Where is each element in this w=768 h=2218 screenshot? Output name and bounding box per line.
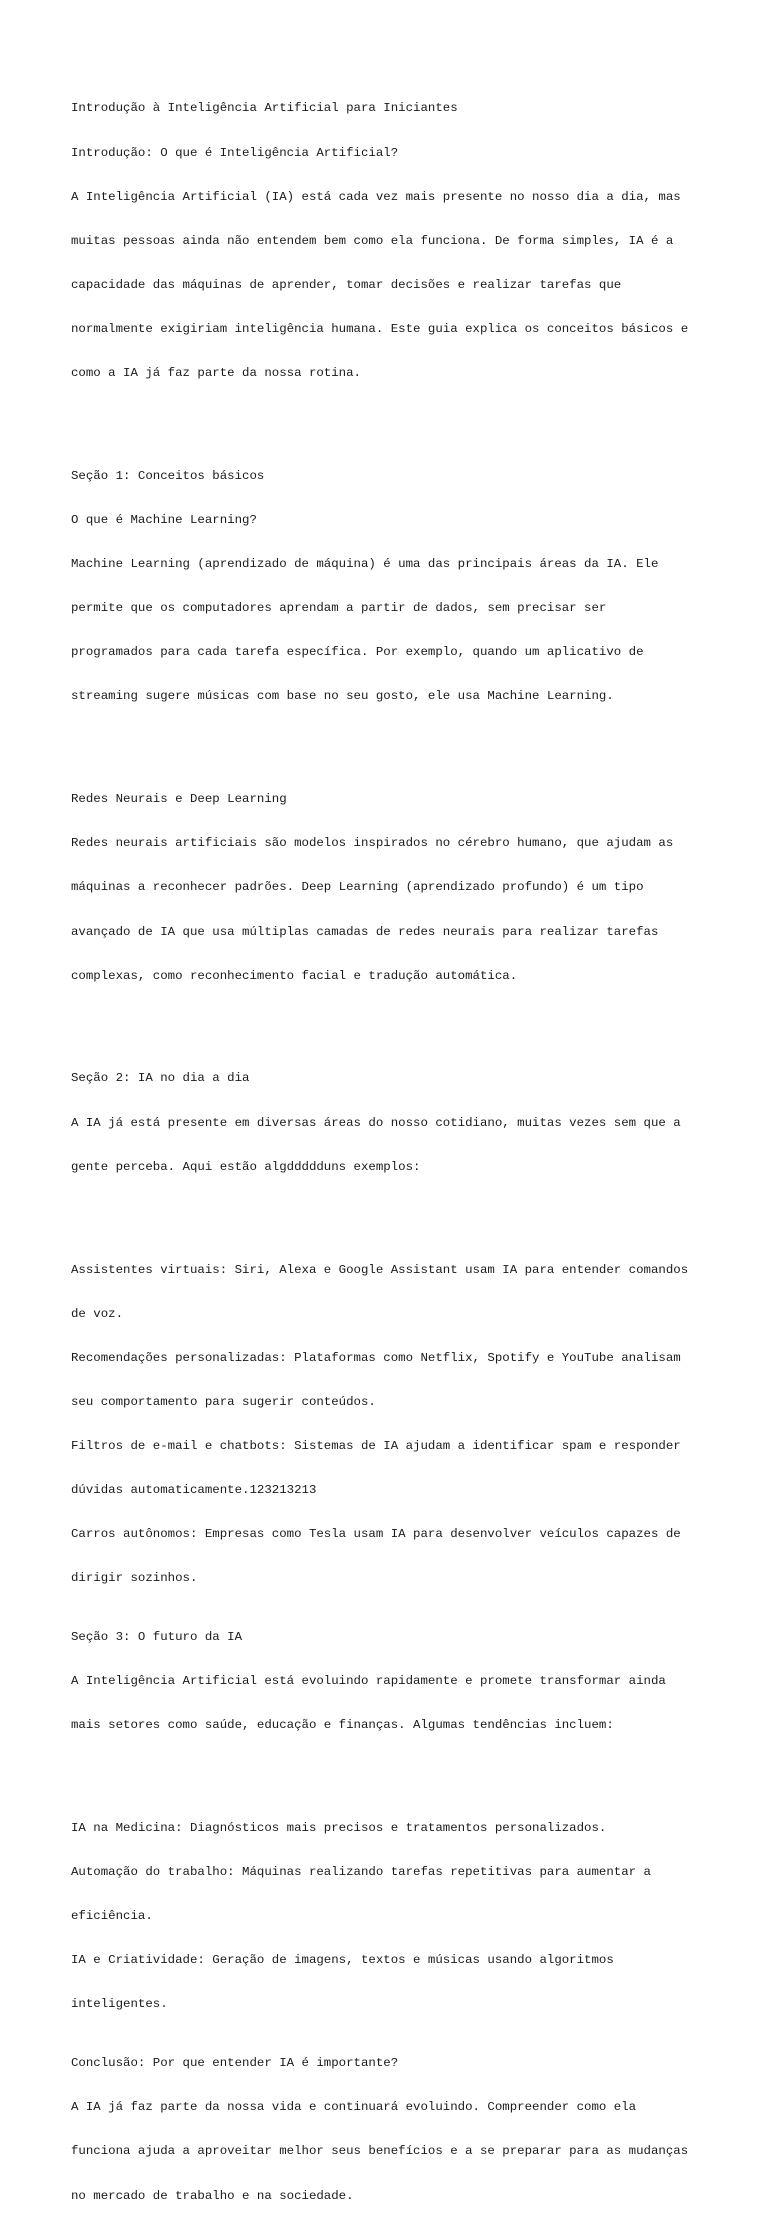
- conclusion-line: A IA já faz parte da nossa vida e continuará evoluindo. Compreender como ela: [71, 2100, 637, 2115]
- spacer: [71, 1204, 711, 1219]
- section3-intro-line: A Inteligência Artificial está evoluindo rapidamente e promete transformar ainda: [71, 1674, 666, 1689]
- dl-line: máquinas a reconhecer padrões. Deep Learning (aprendizado profundo) é um tipo: [71, 880, 644, 895]
- ml-line: streaming sugere músicas com base no seu gosto, ele usa Machine Learning.: [71, 689, 614, 704]
- intro-line: capacidade das máquinas de aprender, tomar decisões e realizar tarefas que: [71, 277, 622, 292]
- example-line: dúvidas automaticamente.123213213: [71, 1483, 317, 1498]
- trend-line: IA e Criatividade: Geração de imagens, textos e músicas usando algoritmos: [71, 1953, 614, 1968]
- section3-intro-line: mais setores como saúde, educação e finanças. Algumas tendências incluem:: [71, 1718, 614, 1733]
- example-line: dirigir sozinhos.: [71, 1571, 198, 1586]
- spacer: [71, 1013, 711, 1028]
- section3-heading: Seção 3: O futuro da IA: [71, 1630, 243, 1645]
- dl-line: complexas, como reconhecimento facial e tradução automática.: [71, 968, 518, 983]
- section2-intro-line: A IA já está presente em diversas áreas do nosso cotidiano, muitas vezes sem que a: [71, 1115, 681, 1130]
- intro-line: normalmente exigiriam inteligência humana. Este guia explica os conceitos básicos e: [71, 321, 689, 336]
- intro-line: muitas pessoas ainda não entendem bem como ela funciona. De forma simples, IA é a: [71, 233, 674, 248]
- example-line: Filtros de e-mail e chatbots: Sistemas de IA ajudam a identificar spam e responder: [71, 1438, 681, 1453]
- trend-line: Automação do trabalho: Máquinas realizando tarefas repetitivas para aumentar a: [71, 1865, 651, 1880]
- document-page: [71, 72, 711, 2218]
- example-line: Carros autônomos: Empresas como Tesla usam IA para desenvolver veículos capazes de: [71, 1527, 681, 1542]
- intro-heading: Introdução: O que é Inteligência Artificial?: [71, 145, 399, 160]
- conclusion-heading: Conclusão: Por que entender IA é importante?: [71, 2056, 399, 2071]
- trend-line: inteligentes.: [71, 1997, 168, 2012]
- example-line: Recomendações personalizadas: Plataformas como Netflix, Spotify e YouTube analisam: [71, 1350, 681, 1365]
- dl-line: avançado de IA que usa múltiplas camadas de redes neurais para realizar tarefas: [71, 924, 659, 939]
- section2-intro-line: gente perceba. Aqui estão algddddduns exemplos:: [71, 1159, 421, 1174]
- dl-subheading: Redes Neurais e Deep Learning: [71, 792, 287, 807]
- conclusion-line: funciona ajuda a aproveitar melhor seus benefícios e a se preparar para as mudanças: [71, 2144, 689, 2159]
- trend-line: IA na Medicina: Diagnósticos mais precisos e tratamentos personalizados.: [71, 1821, 607, 1836]
- intro-line: como a IA já faz parte da nossa rotina.: [71, 365, 361, 380]
- example-line: seu comportamento para sugerir conteúdos.: [71, 1394, 376, 1409]
- spacer: [71, 410, 711, 425]
- trend-line: eficiência.: [71, 1909, 153, 1924]
- spacer: [71, 1762, 711, 1777]
- document-title: Introdução à Inteligência Artificial para Iniciantes: [71, 101, 458, 116]
- section1-heading: Seção 1: Conceitos básicos: [71, 468, 265, 483]
- ml-subheading: O que é Machine Learning?: [71, 512, 257, 527]
- dl-line: Redes neurais artificiais são modelos inspirados no cérebro humano, que ajudam as: [71, 836, 674, 851]
- example-line: de voz.: [71, 1306, 124, 1321]
- intro-line: A Inteligência Artificial (IA) está cada vez mais presente no nosso dia a dia, mas: [71, 189, 681, 204]
- conclusion-line: no mercado de trabalho e na sociedade.: [71, 2188, 354, 2203]
- section2-heading: Seção 2: IA no dia a dia: [71, 1071, 250, 1086]
- ml-line: permite que os computadores aprendam a partir de dados, sem precisar ser: [71, 601, 607, 616]
- example-line: Assistentes virtuais: Siri, Alexa e Google Assistant usam IA para entender comandos: [71, 1262, 689, 1277]
- ml-line: Machine Learning (aprendizado de máquina) é uma das principais áreas da IA. Ele: [71, 557, 659, 572]
- ml-line: programados para cada tarefa específica. Por exemplo, quando um aplicativo de: [71, 645, 644, 660]
- spacer: [71, 733, 711, 748]
